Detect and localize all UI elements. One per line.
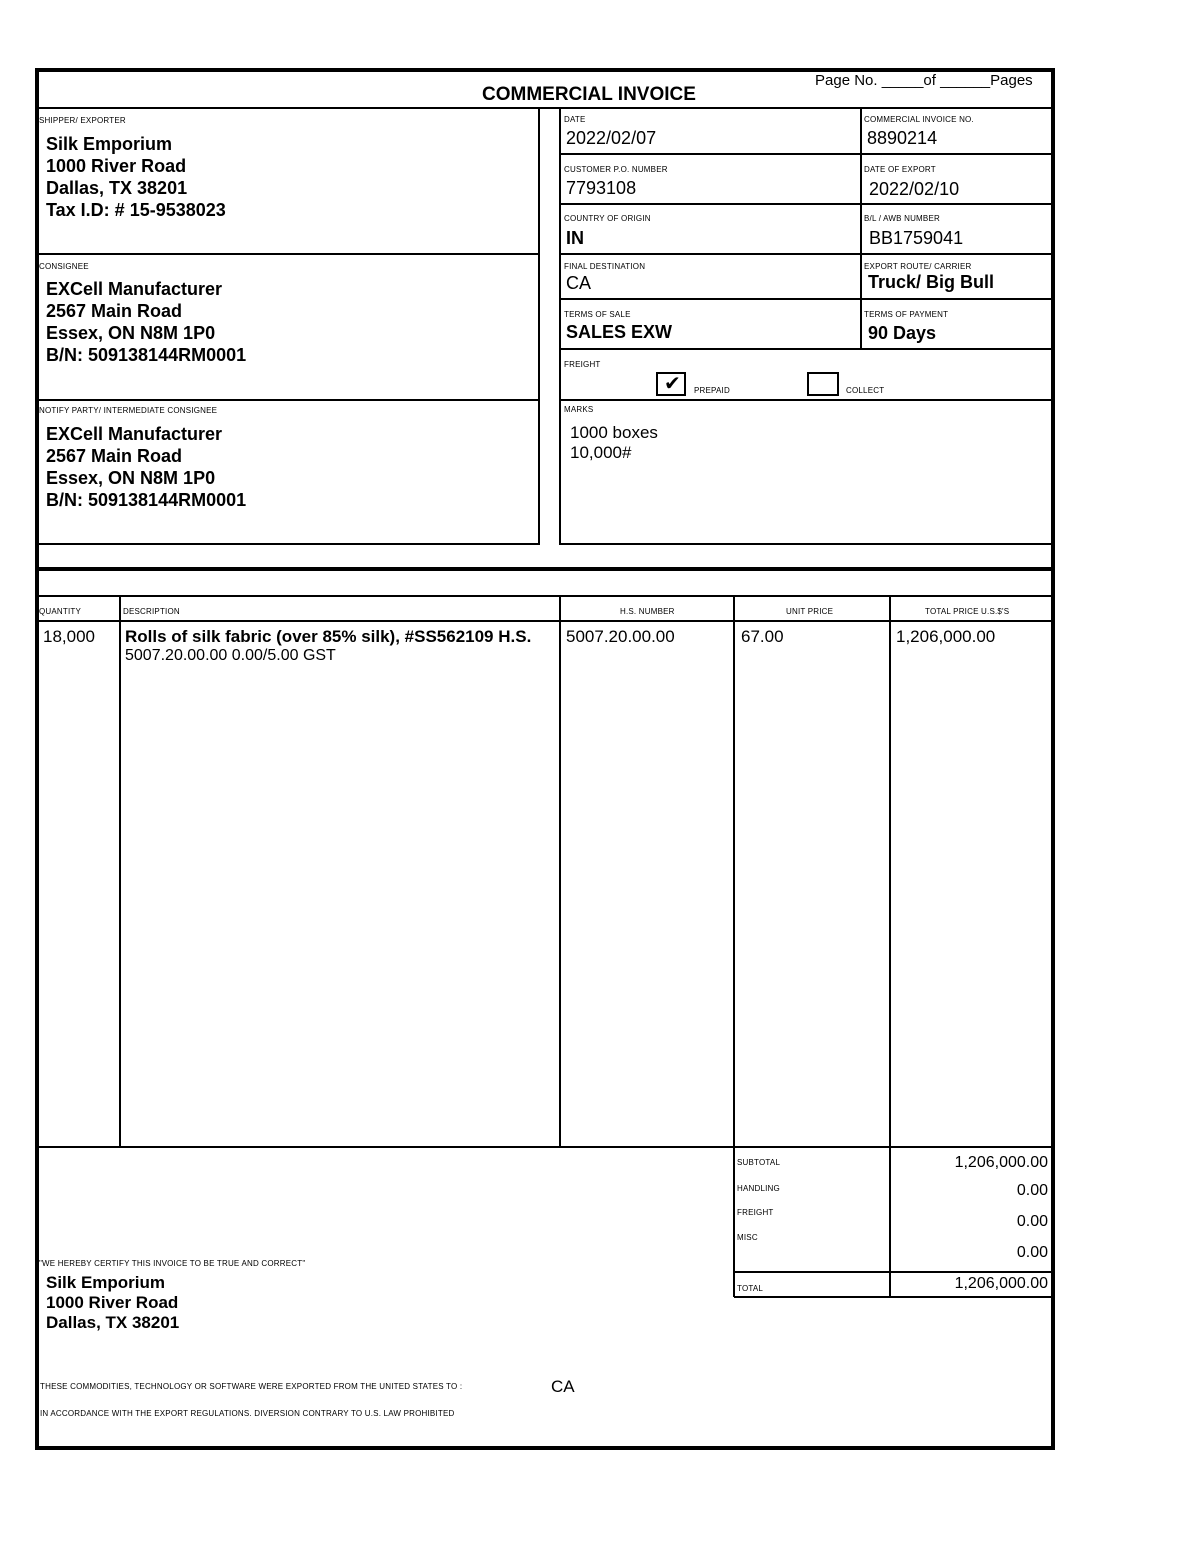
bl-number-value: BB1759041 — [869, 228, 964, 248]
section-divider-thick — [37, 567, 1053, 571]
consignee-address-2: Essex, ON N8M 1P0 — [46, 323, 216, 343]
shipper-tax-id: Tax I.D: # 15-9538023 — [46, 200, 226, 220]
misc-label: MISC — [737, 1233, 758, 1242]
left-col-border — [538, 108, 540, 545]
divider — [734, 1271, 1053, 1273]
consignee-label: CONSIGNEE — [39, 262, 89, 271]
row-quantity: 18,000 — [43, 627, 95, 646]
divider — [560, 298, 1053, 300]
prepaid-label: PREPAID — [694, 386, 730, 395]
date-value: 2022/02/07 — [566, 128, 657, 148]
divider — [37, 1146, 1053, 1148]
divider — [560, 348, 1053, 350]
notify-name: EXCell Manufacturer — [46, 424, 223, 444]
origin-value: IN — [566, 228, 584, 248]
right-col-divider — [860, 108, 862, 349]
consignee-address-1: 2567 Main Road — [46, 301, 183, 321]
table-row — [37, 622, 1053, 1142]
handling-label: HANDLING — [737, 1184, 780, 1193]
divider — [37, 253, 539, 255]
notify-address-2: Essex, ON N8M 1P0 — [46, 468, 216, 488]
header-total-price: TOTAL PRICE U.S.$'S — [925, 607, 1010, 616]
mid-col-border — [559, 108, 561, 545]
freight-label: FREIGHT — [564, 360, 601, 369]
marks-line-2: 10,000# — [570, 443, 632, 462]
bl-number-label: B/L / AWB NUMBER — [864, 214, 940, 223]
cert-address-1: 1000 River Road — [46, 1293, 179, 1312]
po-number-label: CUSTOMER P.O. NUMBER — [564, 165, 668, 174]
export-statement-line-1: THESE COMMODITIES, TECHNOLOGY OR SOFTWARE WERE EXPORTED FROM THE UNITED STATES TO : — [40, 1382, 463, 1391]
consignee-bn: B/N: 509138144RM0001 — [46, 345, 247, 365]
row-total-price: 1,206,000.00 — [896, 627, 996, 646]
date-label: DATE — [564, 115, 586, 124]
date-export-value: 2022/02/10 — [869, 179, 960, 199]
subtotal-label: SUBTOTAL — [737, 1158, 781, 1167]
notify-bn: B/N: 509138144RM0001 — [46, 490, 247, 510]
divider — [37, 399, 539, 401]
header-unit-price: UNIT PRICE — [786, 607, 834, 616]
date-export-label: DATE OF EXPORT — [864, 165, 936, 174]
notify-label: NOTIFY PARTY/ INTERMEDIATE CONSIGNEE — [39, 406, 218, 415]
total-label: TOTAL — [737, 1284, 764, 1293]
divider — [560, 203, 1053, 205]
notify-address-1: 2567 Main Road — [46, 446, 183, 466]
row-description-line-1: Rolls of silk fabric (over 85% silk), #SS562109 H.S. — [125, 627, 532, 646]
page-title: COMMERCIAL INVOICE — [482, 84, 696, 105]
invoice-no-label: COMMERCIAL INVOICE NO. — [864, 115, 974, 124]
handling-value: 0.00 — [1016, 1182, 1048, 1199]
carrier-value: Truck/ Big Bull — [868, 272, 995, 292]
collect-label: COLLECT — [846, 386, 885, 395]
shipper-name: Silk Emporium — [46, 134, 173, 154]
carrier-label: EXPORT ROUTE/ CARRIER — [864, 262, 972, 271]
consignee-name: EXCell Manufacturer — [46, 279, 223, 299]
shipper-label: SHIPPER/ EXPORTER — [39, 116, 126, 125]
subtotal-value: 1,206,000.00 — [954, 1154, 1048, 1171]
divider — [560, 153, 1053, 155]
origin-label: COUNTRY OF ORIGIN — [564, 214, 651, 223]
divider — [37, 543, 539, 545]
destination-value: CA — [566, 273, 592, 293]
divider — [560, 253, 1053, 255]
page-number: Page No. _____of ______Pages — [815, 72, 1033, 89]
row-unit-price: 67.00 — [741, 627, 784, 646]
terms-sale-label: TERMS OF SALE — [564, 310, 631, 319]
terms-sale-value: SALES EXW — [566, 322, 673, 342]
po-number-value: 7793108 — [566, 178, 637, 198]
divider — [734, 1296, 1053, 1298]
freight-cost-label: FREIGHT — [737, 1208, 774, 1217]
invoice-no-value: 8890214 — [867, 128, 938, 148]
marks-line-1: 1000 boxes — [570, 423, 658, 442]
header-divider — [37, 107, 1053, 109]
check-mark-icon: ✔ — [664, 373, 681, 395]
cert-address-2: Dallas, TX 38201 — [46, 1313, 180, 1332]
divider — [560, 543, 1053, 545]
divider — [37, 595, 1053, 597]
misc-value: 0.00 — [1016, 1244, 1048, 1261]
export-country: CA — [551, 1377, 575, 1396]
marks-label: MARKS — [564, 405, 594, 414]
shipper-address-1: 1000 River Road — [46, 156, 187, 176]
freight-cost-value: 0.00 — [1016, 1213, 1048, 1230]
header-description: DESCRIPTION — [123, 607, 180, 616]
collect-checkbox[interactable] — [807, 372, 839, 396]
row-description-line-2: 5007.20.00.00 0.00/5.00 GST — [125, 647, 336, 664]
terms-payment-label: TERMS OF PAYMENT — [864, 310, 949, 319]
header-quantity: QUANTITY — [39, 607, 82, 616]
destination-label: FINAL DESTINATION — [564, 262, 646, 271]
cert-company-name: Silk Emporium — [46, 1273, 166, 1292]
terms-payment-value: 90 Days — [868, 323, 937, 343]
total-value: 1,206,000.00 — [954, 1275, 1048, 1292]
header-hs-number: H.S. NUMBER — [620, 607, 675, 616]
divider — [560, 399, 1053, 401]
row-hs-number: 5007.20.00.00 — [566, 627, 675, 646]
prepaid-checkbox[interactable] — [656, 372, 686, 396]
shipper-address-2: Dallas, TX 38201 — [46, 178, 188, 198]
export-statement-line-2: IN ACCORDANCE WITH THE EXPORT REGULATIONS. DIVERSION CONTRARY TO U.S. LAW PROHIBITED — [40, 1409, 455, 1418]
certification-statement: "WE HEREBY CERTIFY THIS INVOICE TO BE TRUE AND CORRECT" — [39, 1259, 306, 1268]
